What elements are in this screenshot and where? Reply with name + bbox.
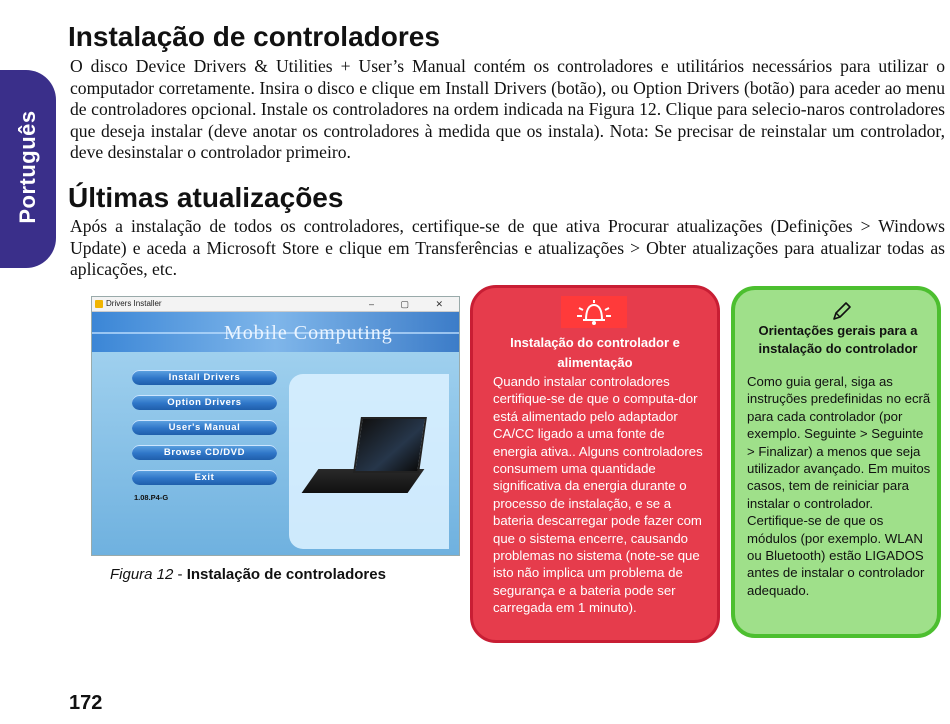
caption-figure-number: Figura 12 [110,566,174,583]
window-title: Drivers Installer [106,299,162,308]
section-body-driver-installation: O disco Device Drivers & Utilities + User’s Manual contém os controladores e utilitários necessários para utilizar o computador corretamente. Insira o disco e clique em Install Drivers (botão), ou Option Drivers (botão) para aceder ao menu de controladores opcional. Instale os controladores na ordem indicada na Figura 12. Clique para selecio-naros controladores que deseja instalar (deve anotar os controladores à medida que os instala). Nota: Se precisar de reinstalar um controlador, deve desinstalar o controlador primeiro. [70,56,945,162]
installer-banner [92,312,459,352]
version-label: 1.08.P4-G [134,493,169,502]
caption-title: Instalação de controladores [186,566,386,583]
section-body-latest-updates: Após a instalação de todos os controladores, certifique-se de que ativa Procurar atualizações (Definições > Windows Update) e aceda a Microsoft Store e clique em Transferências e atualizações > Obter atualizações para atualizar todas as aplicações, etc. [70,216,945,279]
section-heading-driver-installation: Instalação de controladores [68,21,440,52]
browse-cd-dvd-button[interactable]: Browse CD/DVD [132,445,277,460]
pencil-icon [829,300,853,324]
app-icon [95,300,103,308]
figure-caption [110,566,386,583]
side-tab-label: Português [15,110,40,224]
warning-box-body: Quando instalar controladores certifique-se de que o computa-dor está alimentado pelo adaptador CA/CC ligado a uma fonte de energia ativa.. Alguns controladores consumem uma quantidade significativa da energia durante o processo de instalação, e se a bateria descarregar pode fazer com que o sistema encerre, causando problemas no sistema (note-se que isto não implica um problema de segurança e a bateria pode ser carregada em 1 minuto). [493,374,703,616]
installer-body [92,352,459,555]
drivers-installer-screenshot [91,296,460,556]
section-heading-latest-updates: Últimas atualizações [68,182,344,213]
guidelines-box-body: Como guia geral, siga as instruções predefinidas no ecrã para cada controlador (por exemplo. Seguinte > Seguinte > Finalizar) a menos que seja utilizador avançado. Em muitos casos, tem de reiniciar para instalar o controlador. Certifique-se de que os módulos (por exemplo. WLAN ou Bluetooth) estão LIGADOS antes de instalar o controlador adequado. [747,374,931,598]
window-titlebar [92,297,459,312]
power-warning-box [470,285,720,643]
warning-box-title: Instalação do controlador e alimentação [510,335,680,370]
install-drivers-button[interactable]: Install Drivers [132,370,277,385]
exit-button[interactable]: Exit [132,470,277,485]
window-controls[interactable]: – ▢ ✕ [368,299,455,309]
brand-logo-text: Mobile Computing [224,322,393,344]
general-guidelines-box [731,286,941,638]
users-manual-button[interactable]: User's Manual [132,420,277,435]
laptop-image-screen [353,417,427,473]
caption-separator: - [173,566,187,583]
alarm-bell-icon [561,296,627,328]
page-number: 172 [69,692,103,714]
guidelines-box-title: Orientações gerais para a instalação do controlador [758,323,918,356]
option-drivers-button[interactable]: Option Drivers [132,395,277,410]
